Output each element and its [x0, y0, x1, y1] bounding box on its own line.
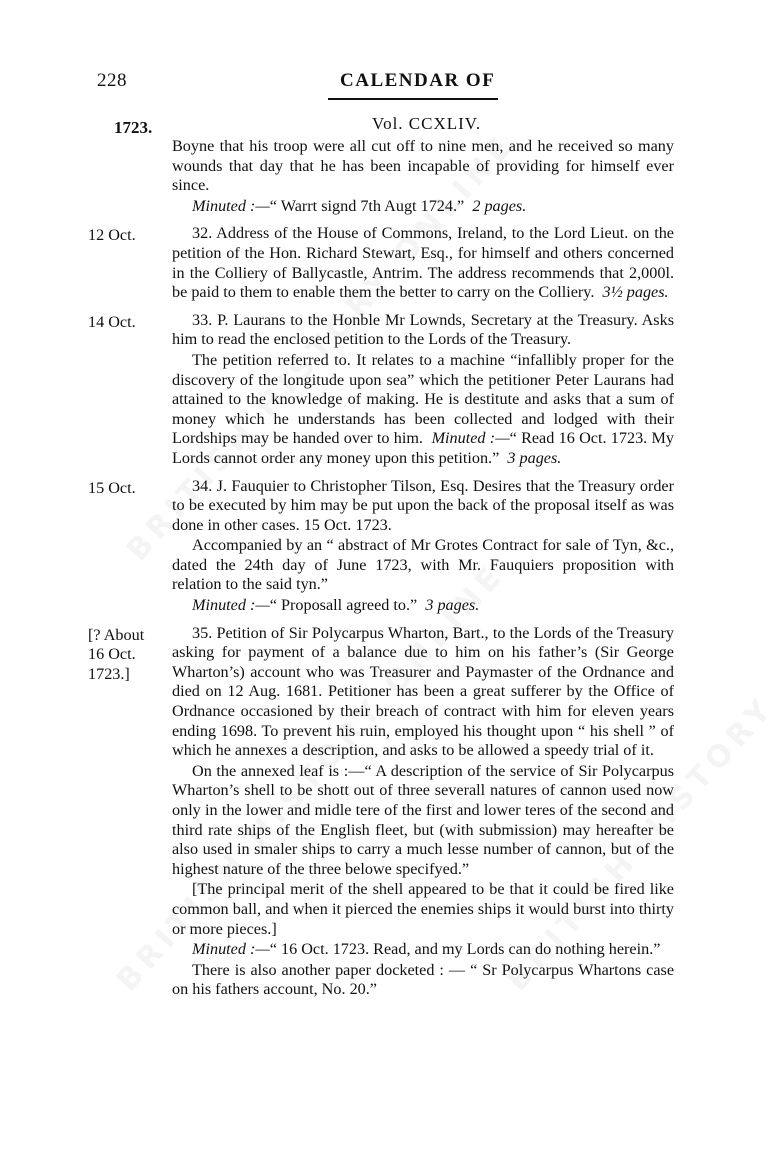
entry-paragraph [172, 596, 674, 616]
entry-35 [88, 623, 674, 1000]
margin-date: 12 Oct. [88, 226, 136, 245]
entry-paragraph [172, 762, 674, 880]
entry-33 [88, 310, 675, 469]
margin-date: [? About 16 Oct. 1723.] [88, 625, 145, 683]
volume-row [0, 114, 768, 138]
paragraph-text: 32. Address of the House of Commons, Ireland, to the Lord Lieut. on the petition of the Hon. Richard Stewart, Esq., for himself and others concerned in the Colliery of Ballycastle, Antrim. The address recommends that 2,000l. be paid to them to enable them the better to carry on the Colliery. [172, 224, 674, 302]
entry-paragraph [172, 351, 674, 469]
entry-paragraph [172, 940, 674, 960]
paragraph-text: On the annexed leaf is :—“ A description of the service of Sir Polycarpus Wharton’s shell to be shott out of three severall natures of cannon used now only in the lower and midle tere of the first and lower teres of the second and third rate ships of the English fleet, but (with submission) may hereafter be also used in smaler ships to carry a much lesse number of cannon, but of the highest nature of the three belowe specifyed.” [172, 761, 674, 878]
page-header [0, 60, 768, 96]
entry-paragraph [172, 197, 674, 217]
paragraph-text: [The principal merit of the shell appeared to be that it could be fired like common ball, and when it pierced the enemies ships it would burst into thirty or more pieces.] [172, 880, 674, 938]
minuted-label: Minuted :— [431, 429, 510, 448]
paragraph-text: “ Proposall agreed to.” [269, 596, 418, 615]
paragraph-text: “ Warrt signd 7th Augt 1724.” [269, 196, 465, 215]
entry-paragraph [172, 477, 674, 536]
minuted-label: Minuted :— [192, 196, 270, 215]
entry-paragraph [172, 880, 674, 939]
minuted-label: Minuted :— [192, 940, 270, 959]
entry-32 [88, 224, 674, 302]
entry-paragraph [172, 961, 674, 1000]
page-count: 3 pages. [507, 448, 562, 467]
minuted-label: Minuted :— [192, 596, 270, 615]
paragraph-text: The petition referred to. It relates to a machine “infallibly proper for the discovery of the longitude upon sea” which the petitioner Peter Laurans had attained to the knowledge of making. He is destitute and asks that a sum of money which he understands has been collected and lodged with their Lordships may be handed over to him. [172, 350, 674, 448]
page-count: 3 pages. [425, 596, 480, 615]
margin-date: 15 Oct. [88, 478, 136, 497]
entry-31-continuation [172, 137, 674, 216]
entry-34 [88, 476, 674, 616]
margin-date: 14 Oct. [88, 312, 136, 331]
entry-paragraph [172, 311, 674, 350]
volume-label: Vol. CCXLIV. [372, 114, 482, 133]
paragraph-text: 34. J. Fauquier to Christopher Tilson, Esq. Desires that the Treasury order to be executed by him may be put upon the back of the proposal itself as was done in other cases. 15 Oct. 1723. [172, 476, 674, 534]
running-head: CALENDAR OF [340, 70, 496, 91]
paragraph-text: 33. P. Laurans to the Honble Mr Lownds, Secretary at the Treasury. Asks him to read the enclosed petition to the Lords of the Treasury. [172, 310, 674, 349]
paragraph-text: There is also another paper docketed : — “ Sr Polycarpus Whartons case on his fathers account, No. 20.” [172, 960, 674, 999]
page-number: 228 [97, 70, 127, 91]
entry-paragraph [172, 137, 674, 196]
paragraph-text: 35. Petition of Sir Polycarpus Wharton, Bart., to the Lords of the Treasury asking for payment of a balance due to him on his father’s (Sir George Wharton’s) account who was Treasurer and Paymaster of the Ordnance and died on 12 Aug. 1681. Petitioner has been a great sufferer by the Office of Ordnance occasioned by their breach of contract with him for eleven years ending 1698. To prevent his ruin, employed his thought upon “ his shell ” of which he annexes a description, and asks to be allowed a speedy trial of it. [172, 623, 674, 760]
calendar-body [88, 137, 675, 1008]
paragraph-text: Boyne that his troop were all cut off to nine men, and he received so many wounds that day that he has been incapable of providing for himself ever since. [172, 137, 674, 195]
year-label: 1723. [114, 118, 153, 137]
paragraph-text: “ Read 16 Oct. 1723. My Lords cannot order any money upon this petition.” [172, 429, 675, 467]
paragraph-text: “ 16 Oct. 1723. Read, and my Lords can do nothing herein.” [269, 940, 661, 959]
paragraph-text: Accompanied by an “ abstract of Mr Grotes Contract for sale of Tyn, &c., dated the 24th day of June 1723, with Mr. Fauquiers proposition with relation to the said tyn.” [172, 536, 674, 594]
entry-paragraph [172, 536, 674, 595]
entry-paragraph [172, 224, 674, 302]
entry-paragraph [172, 624, 674, 761]
header-rule [328, 98, 498, 100]
page-count: 3½ pages. [602, 283, 669, 302]
page-count: 2 pages. [472, 196, 527, 215]
